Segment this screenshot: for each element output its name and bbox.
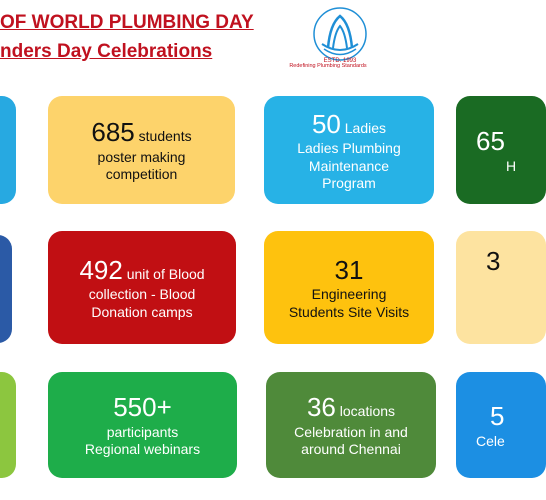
stat-tile-webinars: 550+ participants Regional webinars [48,372,237,478]
page-title-line-1: OF WORLD PLUMBING DAY [0,12,254,33]
stat-tile-ladies-program: 50 Ladies Ladies Plumbing Maintenance Program [264,96,434,204]
page-title-line-2: nders Day Celebrations [0,41,213,62]
stat-tile-site-visits: 31 Engineering Students Site Visits [264,231,434,344]
stat-tile-partial-right-1: 65 H [456,96,546,204]
edge-tile-left-2 [0,235,12,343]
stat-tile-locations: 36 locations Celebration in and around Chennai [266,372,436,478]
edge-tile-left-3 [0,372,16,478]
svg-text:ESTD. 1993: ESTD. 1993 [323,58,357,64]
edge-tile-left-1 [0,96,16,204]
stat-tile-poster-competition: 685 students poster making competition [48,96,235,204]
stat-tile-partial-right-3: 5 Cele [456,372,546,478]
logo-tagline: Redefining Plumbing Standards [289,63,367,69]
stat-tile-blood-donation: 492 unit of Blood collection - Blood Donation camps [48,231,236,344]
stat-tile-partial-right-2: 3 [456,231,546,344]
